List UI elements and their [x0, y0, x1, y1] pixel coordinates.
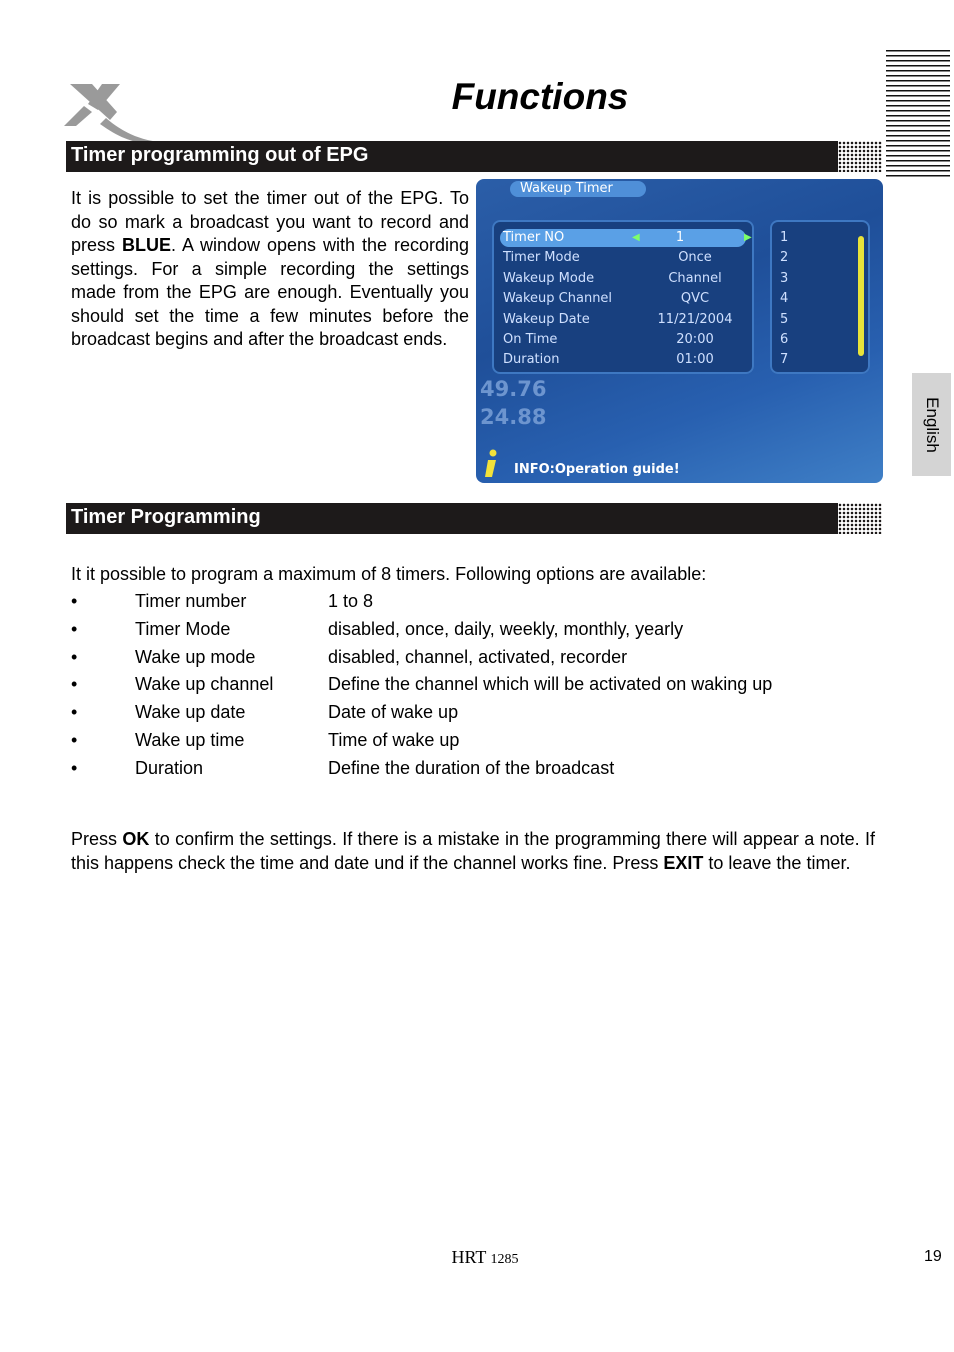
option-desc: Date of wake up: [328, 702, 459, 723]
list-item: [71, 729, 871, 757]
row-key: Wakeup Mode: [503, 271, 595, 286]
screenshot-scrollbar: [858, 236, 864, 356]
page-title: Functions: [451, 76, 629, 117]
row-key: Timer Mode: [503, 250, 580, 265]
list-item: [71, 618, 871, 646]
language-tab-label: English: [922, 396, 942, 453]
footer-model: [0, 1247, 954, 1268]
screenshot-row: [500, 229, 752, 247]
screenshot-info-text: INFO:Operation guide!: [514, 462, 680, 477]
arrow-left-icon: ◀: [632, 232, 640, 243]
option-desc: Define the duration of the broadcast: [328, 757, 615, 778]
row-value: 11/21/2004: [657, 312, 733, 327]
row-key: Duration: [503, 352, 560, 367]
list-item: [71, 701, 871, 729]
epg-paragraph: [71, 187, 469, 352]
timer-list-number: 6: [780, 332, 789, 347]
row-value: QVC: [680, 291, 710, 306]
row-value: 1: [675, 230, 685, 245]
timer-intro: It it possible to program a maximum of 8 timers. Following options are available:: [71, 564, 707, 584]
language-tab: [912, 373, 951, 476]
row-key: On Time: [503, 332, 558, 347]
arrow-right-icon: ▶: [744, 232, 752, 243]
paragraph-text: It is possible to set the timer out of the EPG. To do so mark a broadcast you want to record and press: [71, 188, 469, 255]
list-item: [71, 673, 871, 701]
section-bar-dots: [838, 141, 882, 172]
paragraph-text: Press: [71, 829, 123, 849]
option-name: Wake up time: [135, 729, 245, 750]
info-icon: [482, 449, 500, 479]
timer-list-number: 4: [780, 291, 789, 306]
paragraph-text: . A window opens with the recording settings. For a simple recording the settings made from the EPG are enough. Eventually you should set the time a few minutes before the broadcast begins and after the broadcast ends.: [71, 235, 469, 349]
option-desc: disabled, channel, activated, recorder: [328, 646, 628, 667]
bullet: •: [71, 702, 78, 723]
section-bar-dots: [838, 503, 882, 534]
section-heading: Timer programming out of EPG: [71, 144, 369, 166]
list-item: [71, 757, 871, 785]
section-header-timer: [66, 503, 882, 534]
timer-list-number: 2: [780, 250, 789, 265]
option-desc: Time of wake up: [328, 729, 460, 750]
screenshot-row: [500, 290, 746, 308]
row-value: Channel: [668, 271, 722, 286]
bullet: •: [71, 618, 78, 639]
timer-options-list: [71, 590, 871, 785]
screenshot-row: [500, 351, 746, 369]
row-value: 20:00: [676, 332, 714, 347]
bullet: •: [71, 729, 78, 750]
screenshot-row: [500, 331, 746, 349]
model-number: 1285: [490, 1252, 519, 1267]
option-name: Timer Mode: [135, 618, 231, 639]
bullet: •: [71, 757, 78, 778]
screenshot-row: [500, 249, 746, 267]
list-item: [71, 646, 871, 674]
timer-list-number: 1: [780, 230, 789, 245]
paragraph-text: to confirm the settings. If there is a mistake in the programming there will appear a note. If this happens check the time and date und if the channel works fine. Press: [71, 829, 876, 873]
screenshot-row: [500, 270, 746, 288]
closing-paragraph: [71, 828, 875, 875]
section-header-epg: [66, 141, 882, 172]
key-blue: BLUE: [122, 235, 171, 255]
row-value: 01:00: [676, 352, 714, 367]
screenshot-settings-panel: [492, 220, 754, 374]
option-desc: 1 to 8: [328, 591, 374, 611]
page-number: 19: [924, 1248, 942, 1265]
row-key: Timer NO: [503, 230, 565, 245]
option-name: Wake up channel: [135, 674, 274, 695]
row-key: Wakeup Channel: [503, 291, 613, 306]
option-desc: disabled, once, daily, weekly, monthly, yearly: [328, 618, 684, 639]
row-key: Wakeup Date: [503, 312, 590, 327]
screenshot-row: [500, 311, 746, 329]
screenshot-tab: Wakeup Timer: [510, 181, 646, 197]
timer-list-number: 5: [780, 312, 789, 327]
screenshot-bg-price: 24.88: [480, 405, 547, 429]
screenshot-bg-price: 49.76: [480, 377, 547, 401]
timer-list-number: 3: [780, 271, 789, 286]
wakeup-timer-screenshot: [476, 179, 883, 483]
model-name: HRT: [451, 1247, 487, 1267]
list-item: [71, 590, 871, 618]
option-name: Wake up mode: [135, 646, 256, 667]
timer-list-number: 7: [780, 352, 789, 367]
key-ok: OK: [122, 829, 150, 849]
decorative-stripes: [886, 50, 950, 178]
option-name: Duration: [135, 757, 204, 778]
paragraph-text: to leave the timer.: [703, 852, 851, 873]
row-value: Once: [678, 250, 712, 265]
screenshot-timer-list: [770, 220, 870, 374]
option-desc: Define the channel which will be activated on waking up: [328, 674, 773, 695]
option-name: Timer number: [135, 591, 247, 611]
section-heading: Timer Programming: [71, 506, 261, 528]
option-name: Wake up date: [135, 702, 246, 723]
key-exit: EXIT: [663, 852, 704, 873]
bullet: •: [71, 591, 78, 611]
bullet: •: [71, 646, 78, 667]
bullet: •: [71, 674, 78, 695]
